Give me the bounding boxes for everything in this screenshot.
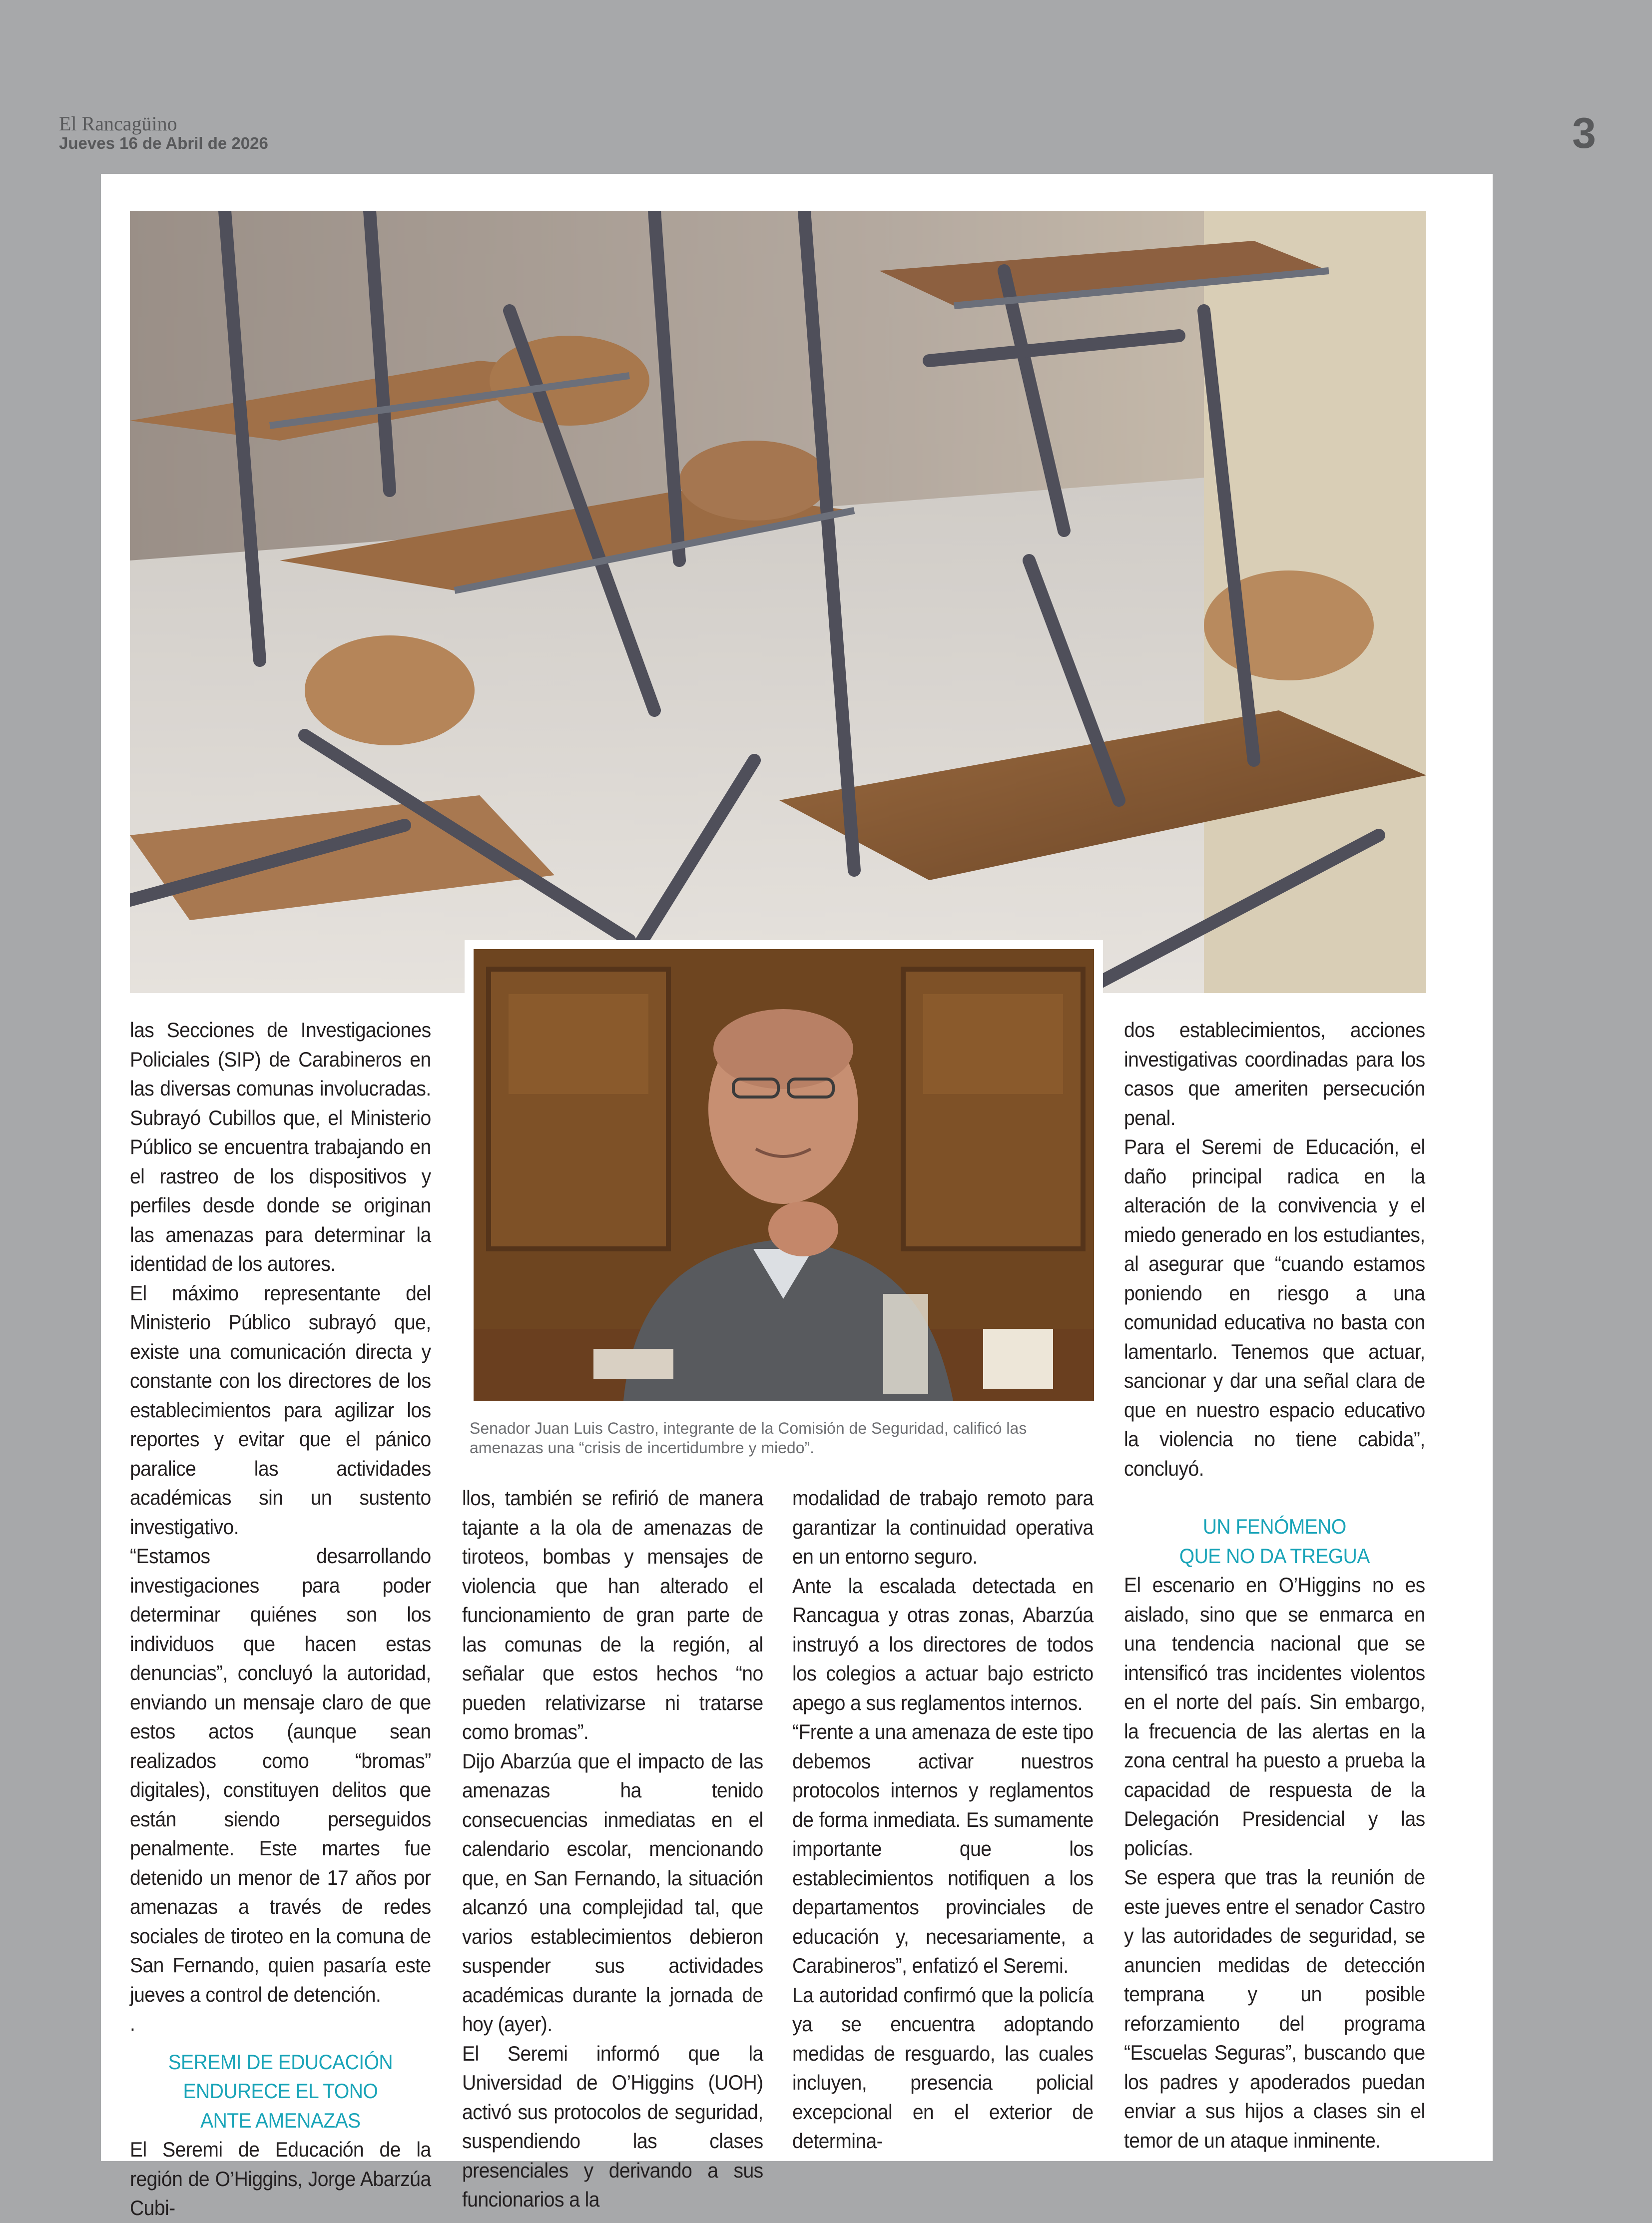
photo-caption: Senador Juan Luis Castro, integrante de la Comisión de Seguridad, calificó las amenazas una “crisis de incertidumbre y miedo”. (470, 1419, 1027, 1457)
article-column-3 (792, 1484, 1094, 2156)
paragraph: “Frente a una amenaza de este tipo debemos activar nuestros protocolos internos y reglamentos de forma inmediata. Es sumamente importante que los establecimientos notifiquen a los departamentos provinciales de educación y, necesariamente, a Carabineros”, enfatizó el Seremi. (792, 1720, 1094, 1977)
paragraph: El máximo representante del Ministerio Público subrayó que, existe una comunicación directa y constante con los directores de los establecimientos para agilizar los reportes y evitar que el pánico paralice las actividades académicas sin un sustento investigativo. (130, 1281, 431, 1539)
paragraph: Para el Seremi de Educación, el daño principal radica en la alteración de la convivencia y el miedo generado en los estudiantes, al asegurar que “cuando estamos poniendo en riesgo a una comunidad educativa no basta con lamentarlo. Tenemos que actuar, sancionar y dar una señal clara de que en nuestro espacio educativo la violencia no tiene cabida”, concluyó. (1124, 1135, 1425, 1480)
subheading-line: UN FENÓMENO (1202, 1515, 1346, 1538)
publication-name: El Rancagüino (59, 112, 177, 135)
paragraph: Dijo Abarzúa que el impacto de las amenazas ha tenido consecuencias inmediatas en el calendario escolar, mencionando que, en San Fernando, la situación alcanzó una complejidad tal, que varios establecimientos debieron suspender sus actividades académicas durante la jornada de hoy (ayer). (462, 1749, 763, 2036)
subheading-line: ENDURECE EL TONO (183, 2079, 378, 2103)
paragraph: La autoridad confirmó que la policía ya se encuentra adoptando medidas de resguardo, las cuales incluyen, presencia policial excepcional en el exterior de determina- (792, 1983, 1094, 2153)
paragraph: Se espera que tras la reunión de este jueves entre el senador Castro y las autoridades de seguridad, se anuncien medidas de detección temprana y un posible reforzamiento del programa “Escuelas Seguras”, buscando que los padres y apoderados puedan enviar a sus hijos a clases sin el temor de un ataque inminente. (1124, 1865, 1425, 2152)
paragraph: llos, también se refirió de manera tajante a la ola de amenazas de tiroteos, bombas y mensajes de violencia que han alterado el funcionamiento de gran parte de las comunas de la región, al señalar que estos hechos “no pueden relativizarse ni tratarse como bromas”. (462, 1486, 763, 1743)
paragraph: “Estamos desarrollando investigaciones para poder determinar quiénes son los individuos que hacen estas denuncias”, concluyó la autoridad, enviando un mensaje claro de que estos actos (aunque sean realizados como “bromas” digitales), constituyen delitos que están siendo perseguidos penalmente. Este martes fue detenido un menor de 17 años por amenazas a través de redes sociales de tiroteo en la comuna de San Fernando, quien pasaría este jueves a control de detención. (130, 1544, 431, 2006)
article-column-4 (1124, 1016, 1425, 2155)
masthead (59, 114, 268, 153)
paragraph: las Secciones de Investigaciones Policiales (SIP) de Carabineros en las diversas comunas involucradas. Subrayó Cubillos que, el Ministerio Público se encuentra trabajando en el rastreo de los dispositivos y perfiles desde donde se originan las amenazas para determinar la identidad de los autores. (130, 1018, 431, 1275)
article-column-2 (462, 1484, 763, 2215)
paragraph: . (130, 2012, 135, 2035)
subheading-line: ANTE AMENAZAS (200, 2108, 361, 2132)
paragraph: modalidad de trabajo remoto para garantizar la continuidad operativa en un entorno seguro. (792, 1486, 1094, 1568)
article-column-1 (130, 1016, 431, 2223)
paragraph: Ante la escalada detectada en Rancagua y otras zonas, Abarzúa instruyó a los directores de todos los colegios a actuar bajo estricto apego a sus reglamentos internos. (792, 1574, 1094, 1714)
paragraph: El Seremi informó que la Universidad de O’Higgins (UOH) activó sus protocolos de seguridad, suspendiendo las clases presenciales y derivando a sus funcionarios a la (462, 2041, 763, 2211)
subheading-line: QUE NO DA TREGUA (1179, 1544, 1370, 1568)
inset-photo-frame (465, 940, 1103, 1418)
paragraph: El escenario en O’Higgins no es aislado, sino que se enmarca en una tendencia nacional que se intensificó tras incidentes violentos en el norte del país. Sin embargo, la frecuencia de las alertas en la zona central ha puesto a prueba la capacidad de respuesta de la Delegación Presidencial y las policías. (1124, 1573, 1425, 1860)
classroom-chairs-photo (130, 211, 1426, 993)
subheading-line: SEREMI DE EDUCACIÓN (168, 2050, 393, 2074)
spacer (130, 2039, 431, 2048)
page-number: 3 (1572, 109, 1596, 157)
issue-date: Jueves 16 de Abril de 2026 (59, 134, 268, 152)
paragraph: dos establecimientos, acciones investigativas coordinadas para los casos que ameriten persecución penal. (1124, 1018, 1425, 1129)
spacer (1124, 1483, 1425, 1512)
paragraph: El Seremi de Educación de la región de O’Higgins, Jorge Abarzúa Cubi- (130, 2138, 431, 2220)
senator-portrait-photo (474, 949, 1094, 1401)
